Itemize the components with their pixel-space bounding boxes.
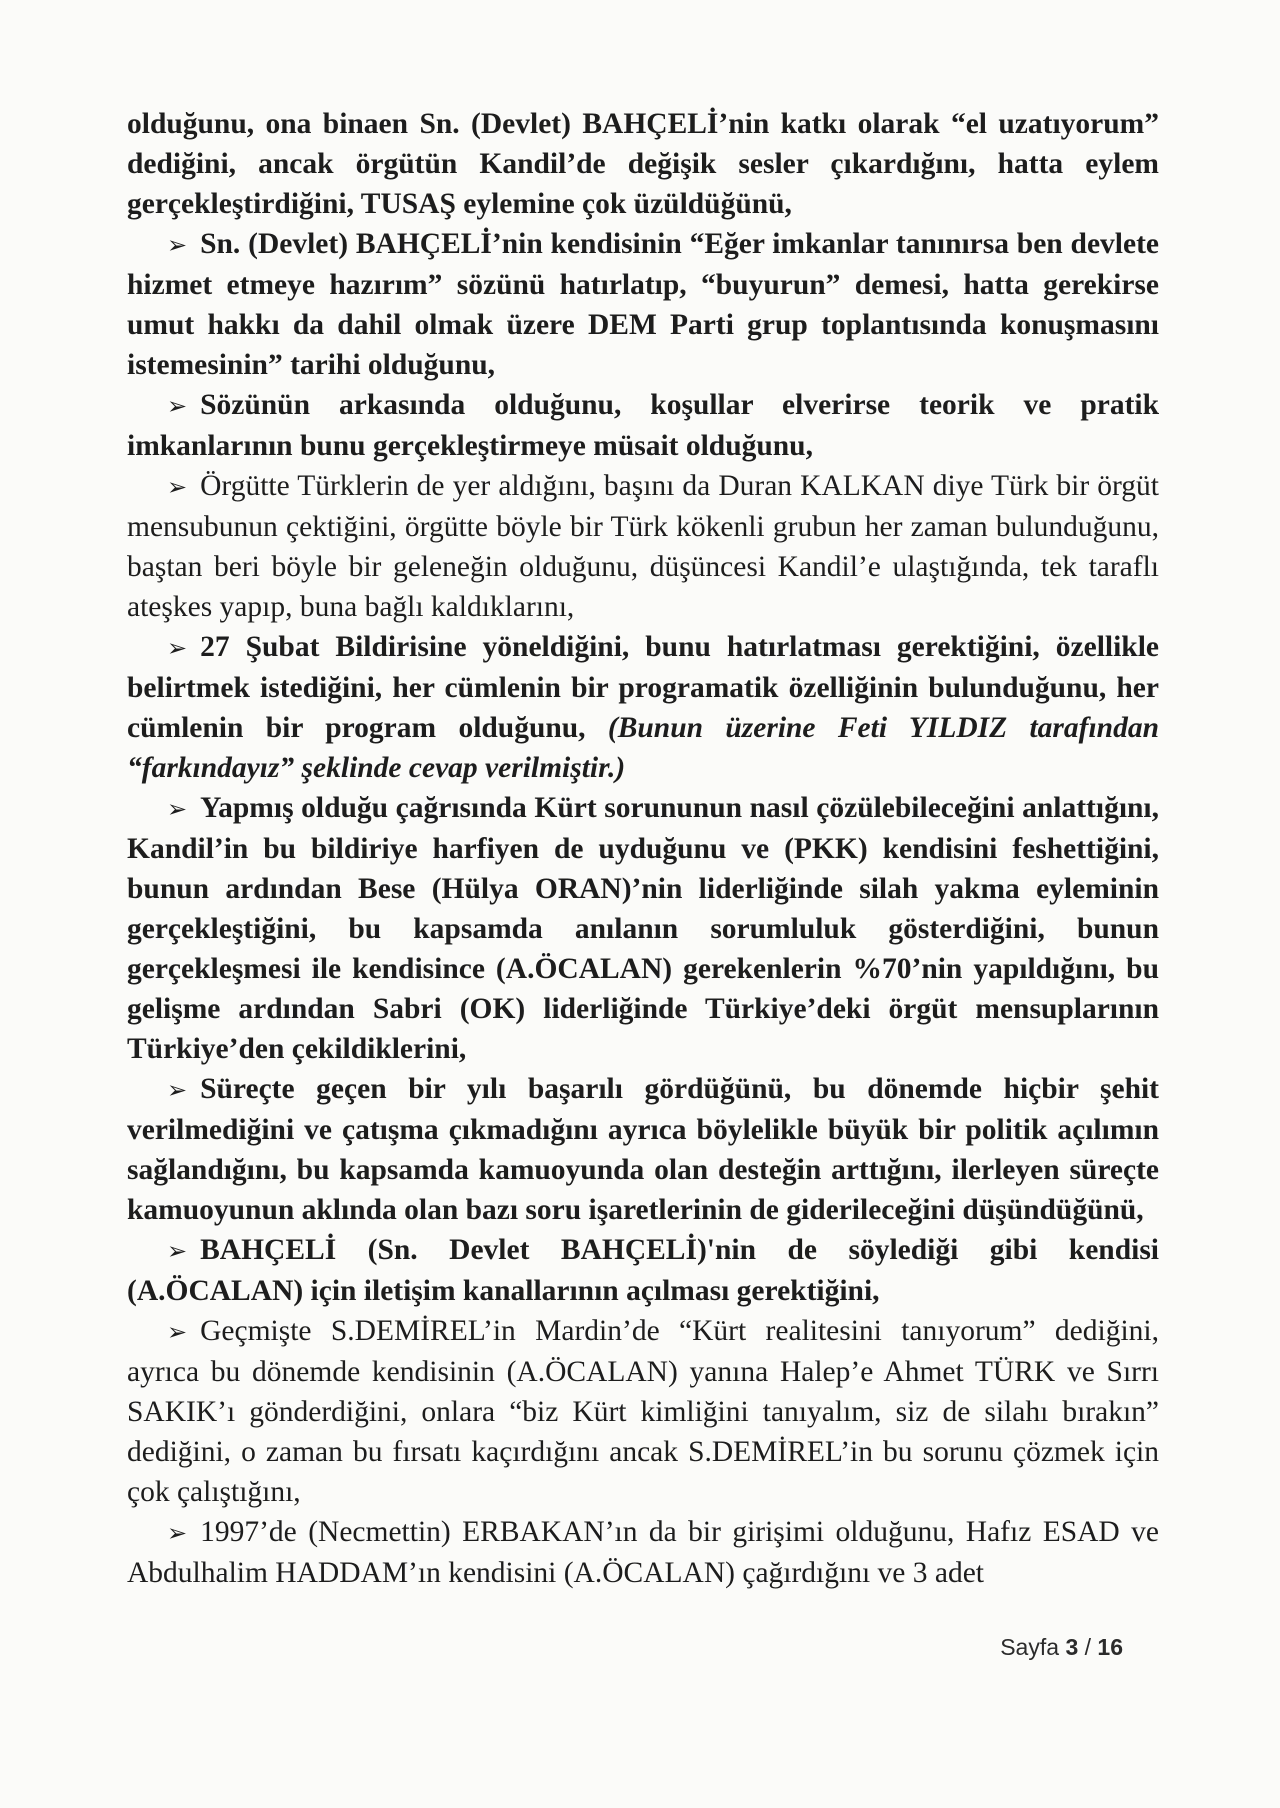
paragraph xyxy=(127,224,1159,385)
paragraph xyxy=(127,1512,1159,1593)
text-segment: Sözünün arkasında olduğunu, koşullar elverirse teorik ve pratik imkanlarının bunu gerçekleştirmeye müsait olduğunu, xyxy=(127,389,1159,462)
paragraph xyxy=(127,466,1159,627)
text-segment: 1997’de (Necmettin) ERBAKAN’ın da bir girişimi olduğunu, Hafız ESAD ve Abdulhalim HADDAM’ın kendisini (A.ÖCALAN) çağırdığını ve 3 adet xyxy=(127,1516,1159,1589)
footer-page-number: 3 xyxy=(1065,1634,1079,1660)
paragraph xyxy=(127,1069,1159,1230)
paragraph xyxy=(127,104,1159,224)
bullet-arrow-icon: ➢ xyxy=(167,1519,188,1547)
document-body xyxy=(127,104,1159,1593)
text-segment: Sn. (Devlet) BAHÇELİ’nin kendisinin “Eğer imkanlar tanınırsa ben devlete hizmet etmeye hazırım” sözünü hatırlatıp, “buyurun” demesi, hatta gerekirse umut hakkı da dahil olmak üzere DEM Parti grup toplantısında konuşmasını istemesinin” tarihi olduğunu, xyxy=(127,228,1159,381)
paragraph xyxy=(127,627,1159,788)
bullet-arrow-icon: ➢ xyxy=(167,795,188,823)
page-footer xyxy=(1000,1634,1123,1661)
text-segment: Örgütte Türklerin de yer aldığını, başını da Duran KALKAN diye Türk bir örgüt mensubunun çektiğini, örgütte böyle bir Türk kökenli grubun her zaman bulunduğunu, baştan beri böyle bir geleneğin olduğunu, düşüncesi Kandil’e ulaştığında, tek taraflı ateşkes yapıp, buna bağlı kaldıklarını, xyxy=(127,470,1159,623)
bullet-arrow-icon: ➢ xyxy=(167,634,188,662)
footer-separator: / xyxy=(1084,1634,1092,1660)
text-segment: olduğunu, ona binaen Sn. (Devlet) BAHÇELİ’nin katkı olarak “el uzatıyorum” dediğini, ancak örgütün Kandil’de değişik sesler çıkardığını, hatta eylem gerçekleştirdiğini, TUSAŞ eylemine çok üzüldüğünü, xyxy=(127,108,1159,220)
text-segment: BAHÇELİ (Sn. Devlet BAHÇELİ)'nin de söylediği gibi kendisi (A.ÖCALAN) için iletişim kanallarının açılması gerektiğini, xyxy=(127,1234,1159,1307)
paragraph xyxy=(127,385,1159,466)
text-segment: Yapmış olduğu çağrısında Kürt sorununun nasıl çözülebileceğini anlattığını, Kandil’in bu bildiriye harfiyen de uyduğunu ve (PKK) kendisini feshettiğini, bunun ardından Bese (Hülya ORAN)’nin liderliğinde silah yakma eyleminin gerçekleştiğini, bu kapsamda anılanın sorumluluk gösterdiğini, bunun gerçekleşmesi ile kendisince (A.ÖCALAN) gerekenlerin %70’nin yapıldığını, bu gelişme ardından Sabri (OK) liderliğinde Türkiye’deki örgüt mensuplarının Türkiye’den çekildiklerini, xyxy=(127,792,1159,1065)
bullet-arrow-icon: ➢ xyxy=(167,1076,188,1104)
footer-label: Sayfa xyxy=(1000,1634,1060,1660)
text-segment: Süreçte geçen bir yılı başarılı gördüğünü, bu dönemde hiçbir şehit verilmediğini ve çatışma çıkmadığını ayrıca böylelikle büyük bir politik açılımın sağlandığını, bu kapsamda kamuoyunda olan desteğin arttığını, ilerleyen süreçte kamuoyunun aklında olan bazı soru işaretlerinin de giderileceğini düşündüğünü, xyxy=(127,1073,1159,1226)
bullet-arrow-icon: ➢ xyxy=(167,1318,188,1346)
paragraph xyxy=(127,788,1159,1069)
paragraph xyxy=(127,1311,1159,1512)
bullet-arrow-icon: ➢ xyxy=(167,1237,188,1265)
bullet-arrow-icon: ➢ xyxy=(167,231,188,259)
paragraph xyxy=(127,1230,1159,1311)
text-segment: 27 Şubat Bildirisine yöneldiğini, bunu hatırlatması gerektiğini, özellikle belirtmek istediğini, her cümlenin bir programatik özelliğinin bulunduğunu, her cümlenin bir program olduğunu, xyxy=(127,631,1159,744)
footer-total-pages: 16 xyxy=(1097,1634,1123,1660)
text-segment: (Bunun üzerine Feti YILDIZ tarafından “farkındayız” şeklinde cevap verilmiştir.) xyxy=(127,712,1159,784)
bullet-arrow-icon: ➢ xyxy=(167,473,188,501)
bullet-arrow-icon: ➢ xyxy=(167,392,188,420)
text-segment: Geçmişte S.DEMİREL’in Mardin’de “Kürt realitesini tanıyorum” dediğini, ayrıca bu dönemde kendisinin (A.ÖCALAN) yanına Halep’e Ahmet TÜRK ve Sırrı SAKIK’ı gönderdiğini, onlara “biz Kürt kimliğini tanıyalım, siz de silahı bırakın” dediğini, o zaman bu fırsatı kaçırdığını ancak S.DEMİREL’in bu sorunu çözmek için çok çalıştığını, xyxy=(127,1315,1159,1508)
